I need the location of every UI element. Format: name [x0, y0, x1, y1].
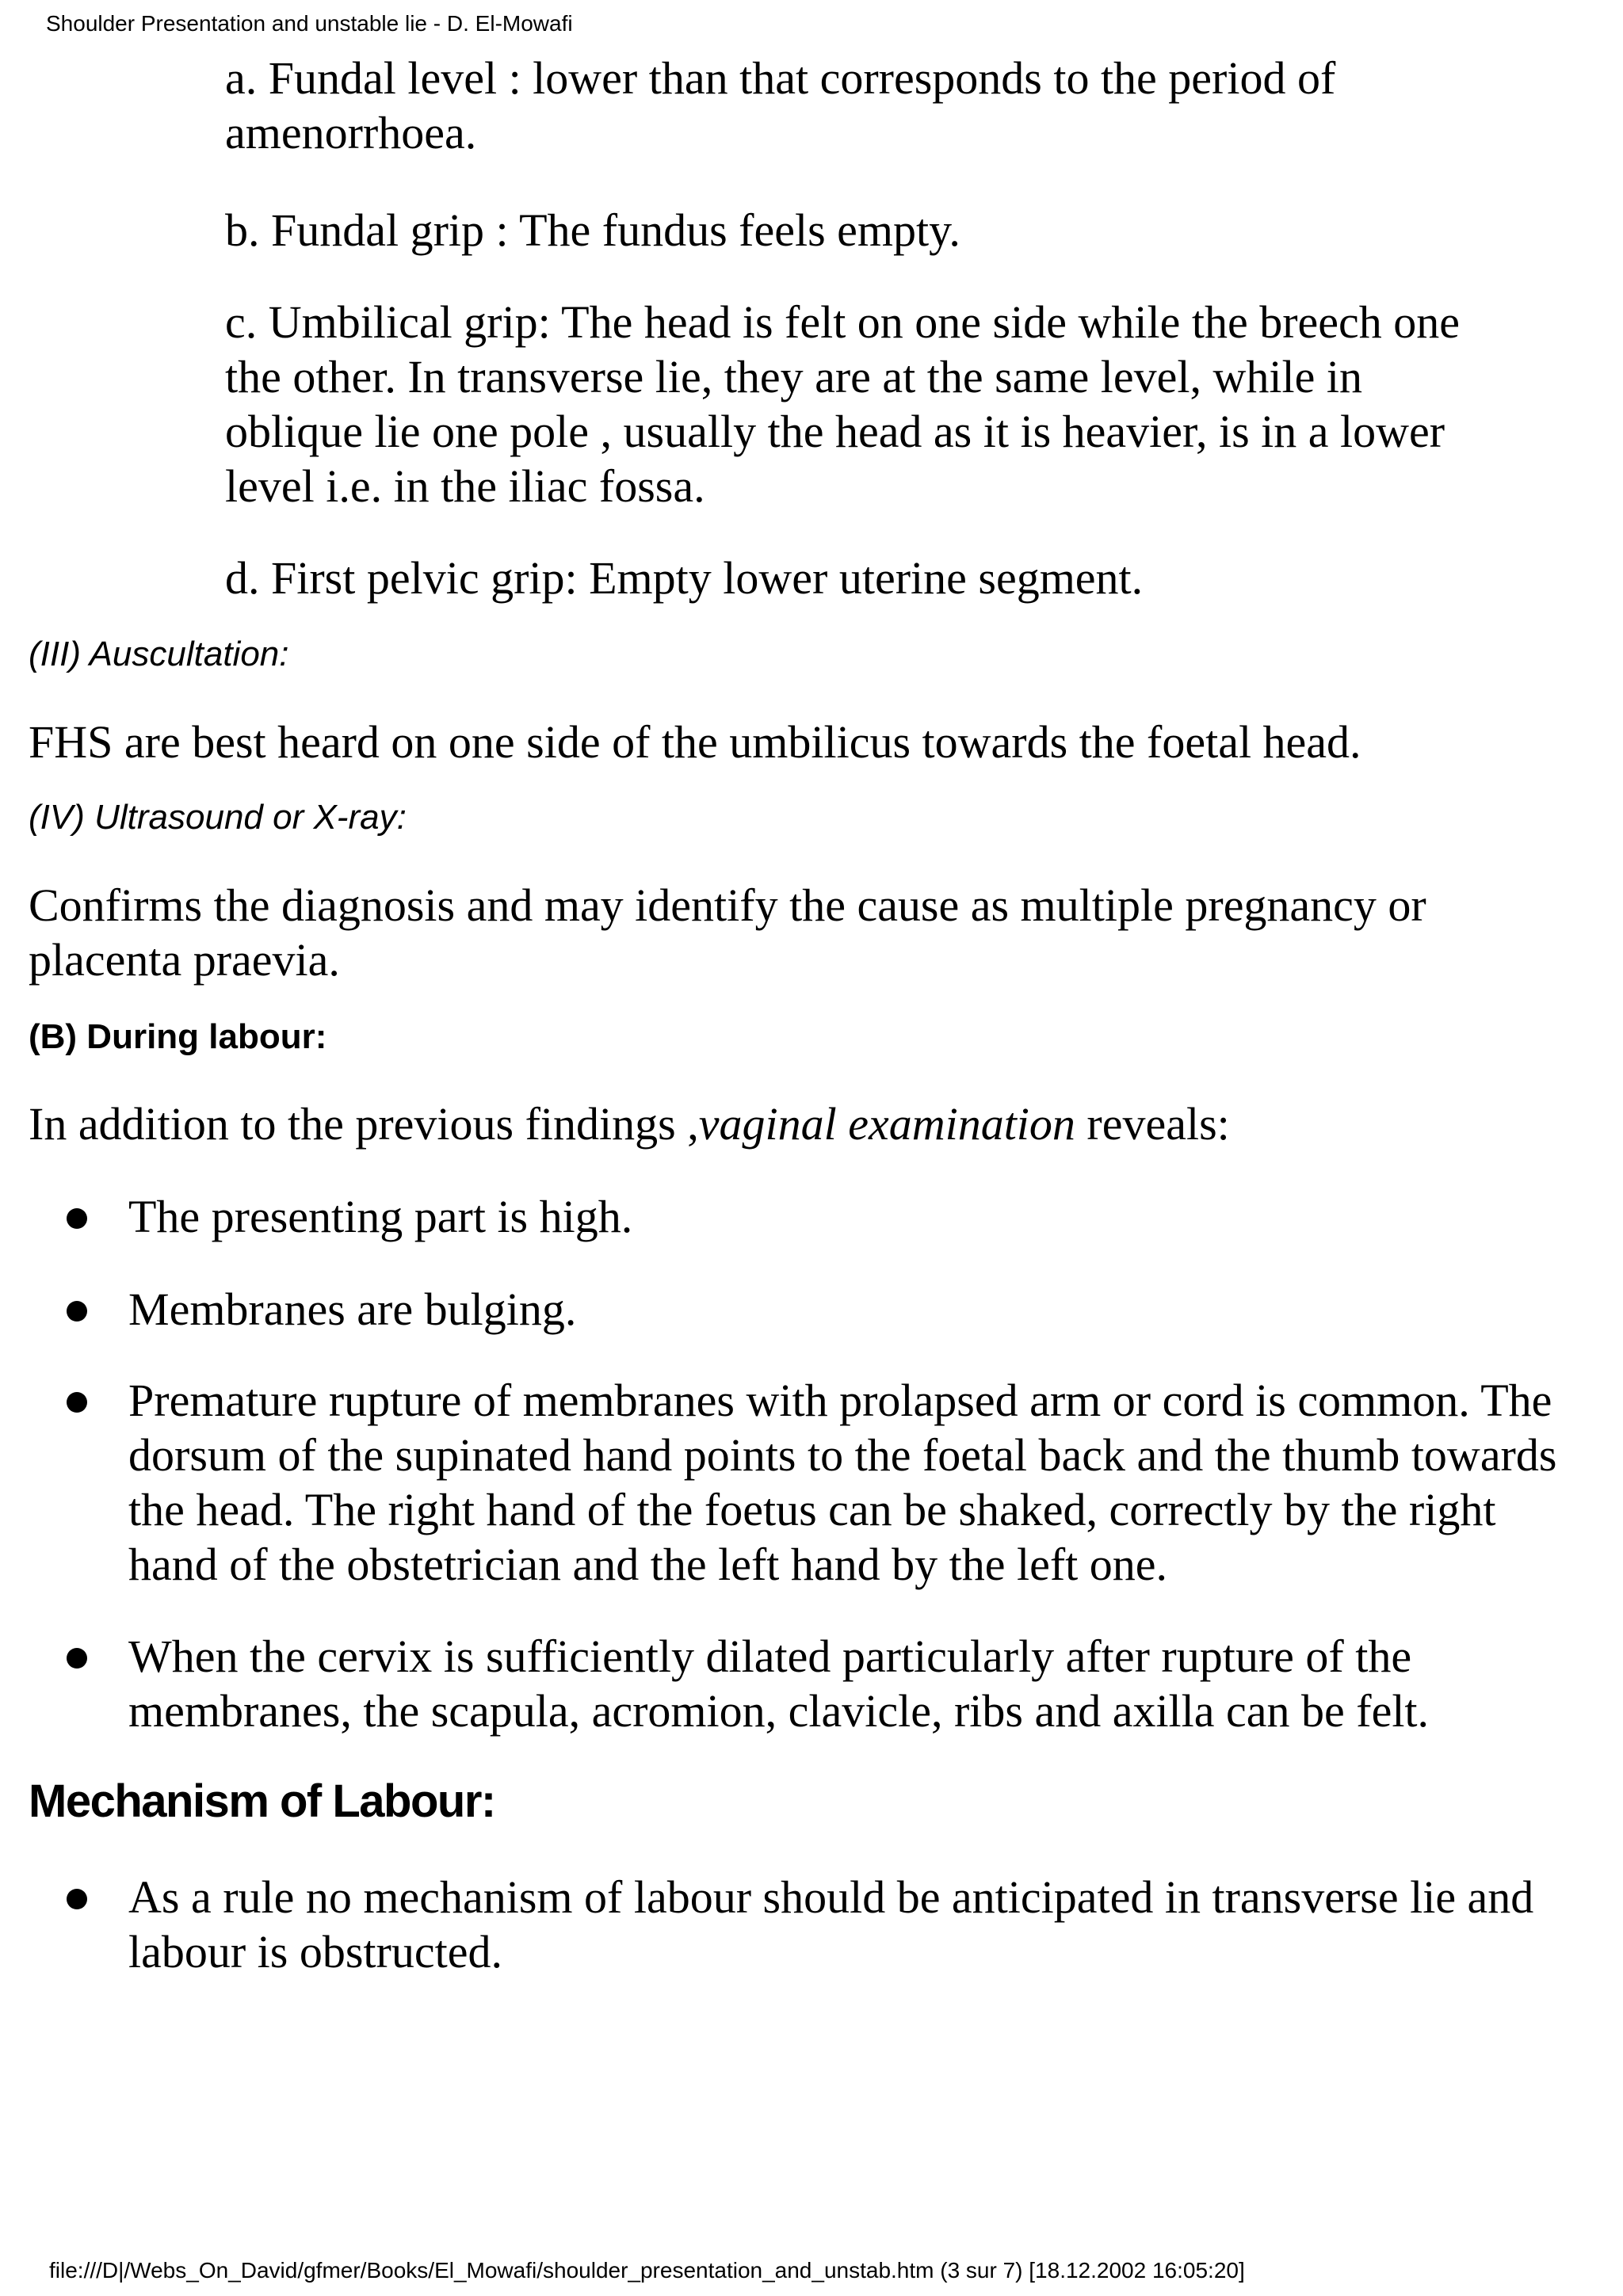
- palpation-item-umbilical-grip: c. Umbilical grip: The head is felt on one side while the breech one the other. In transverse lie, they are at the same level, while in oblique lie one pole , usually the head as it is heavier, is in a lower level i.e. in the iliac fossa.: [225, 296, 1460, 512]
- mechanism-heading: Mechanism of Labour:: [29, 1775, 495, 1827]
- palpation-item-first-pelvic-grip: d. First pelvic grip: Empty lower uterine segment.: [225, 552, 1144, 604]
- list-item-text: Premature rupture of membranes with prolapsed arm or cord is common. The dorsum of the supinated hand points to the foetal back and the thumb towards the head. The right hand of the foetus can be shaked, correctly by the right hand of the obstetrician and the left hand by the left one.: [128, 1375, 1557, 1590]
- list-item-text: When the cervix is sufficiently dilated particularly after rupture of the membranes, the scapula, acromion, clavicle, ribs and axilla can be felt.: [128, 1630, 1430, 1737]
- bullet-icon: [67, 1889, 87, 1909]
- bullet-icon: [67, 1648, 87, 1669]
- list-item: [67, 1870, 1596, 1979]
- list-item: [67, 1629, 1596, 1738]
- bullet-icon: [67, 1208, 87, 1229]
- intro-text-after: reveals:: [1075, 1098, 1230, 1150]
- intro-text-before: In addition to the previous findings ,: [29, 1098, 699, 1150]
- auscultation-text: FHS are best heard on one side of the umbilicus towards the foetal head.: [29, 716, 1361, 768]
- auscultation-heading: (III) Auscultation:: [29, 635, 289, 673]
- intro-text-emphasis: vaginal examination: [698, 1098, 1075, 1150]
- list-item: [67, 1282, 1596, 1337]
- bullet-icon: [67, 1392, 87, 1413]
- during-labour-heading: (B) During labour:: [29, 1017, 327, 1056]
- page-header-title: Shoulder Presentation and unstable lie - D. El-Mowafi: [46, 11, 573, 36]
- bullet-icon: [67, 1301, 87, 1322]
- imaging-text: Confirms the diagnosis and may identify the cause as multiple pregnancy or placenta praevia.: [29, 879, 1426, 986]
- palpation-item-fundal-level: a. Fundal level : lower than that corresponds to the period of amenorrhoea.: [225, 52, 1336, 158]
- vaginal-exam-intro: [29, 1097, 1582, 1151]
- list-item: [67, 1189, 1596, 1244]
- list-item: [67, 1373, 1596, 1592]
- list-item-text: As a rule no mechanism of labour should be anticipated in transverse lie and labour is obstructed.: [128, 1871, 1534, 1978]
- list-item-text: Membranes are bulging.: [128, 1283, 577, 1335]
- list-item-text: The presenting part is high.: [128, 1191, 633, 1242]
- imaging-heading: (IV) Ultrasound or X-ray:: [29, 798, 407, 837]
- palpation-item-fundal-grip: b. Fundal grip : The fundus feels empty.: [225, 204, 960, 256]
- page-footer-url: file:///D|/Webs_On_David/gfmer/Books/El_Mowafi/shoulder_presentation_and_unstab.htm (3 sur 7) [18.12.2002 16:05:20]: [49, 2258, 1245, 2283]
